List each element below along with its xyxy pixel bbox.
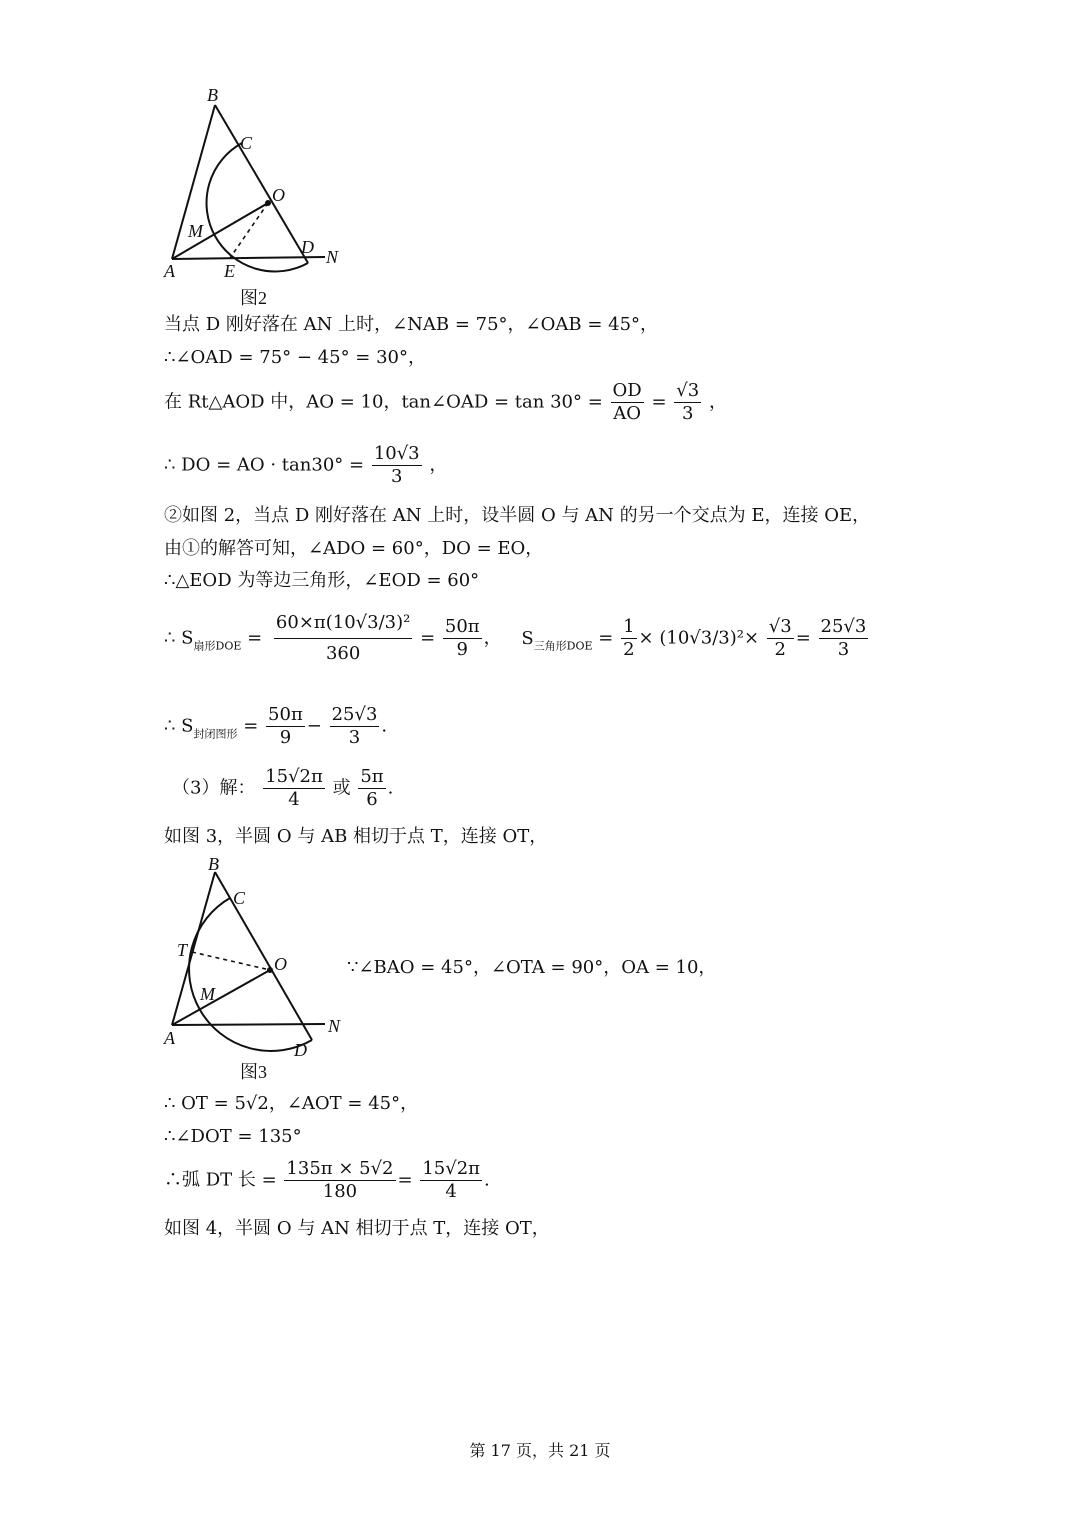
- fraction-5pi-6: $\frac{5\pi}{6}$: [360, 766, 384, 810]
- line-6: 由①的解答可知，∠ADO = 60°，DO = EO，: [164, 538, 544, 559]
- line-8-sector-area: ∴ $S_{扇形DOE}$ = $\frac{\text{60×π(10√3/3)²}}{360}$ = $\frac{50\pi}{9}$ ， $S_{三角形DOE}$ = $\frac{1}{2}$ × (10√3/3)²× $\frac{√3}{2}$ = $\frac{25√3}{3}$: [164, 612, 867, 664]
- fraction-root3-3: $\frac{√3}{3}$: [676, 380, 700, 424]
- figure-3-diagram: [160, 850, 360, 1060]
- fig2-label-e: E: [224, 261, 235, 281]
- fig3-label-t: T: [177, 940, 188, 960]
- line-11: 如图 3，半圆 O 与 AB 相切于点 T，连接 OT，: [164, 826, 548, 847]
- fraction-sector: $\frac{\text{60×π(10√3/3)²}}{360}$: [275, 612, 411, 664]
- fig2-label-c: C: [240, 133, 253, 153]
- fraction-25root3-3: $\frac{25√3}{3}$: [820, 616, 867, 660]
- fig2-label-b: B: [207, 85, 218, 105]
- fig2-label-m: M: [188, 221, 203, 241]
- fig3-label-m: M: [200, 984, 215, 1004]
- line-1: 当点 D 刚好落在 AN 上时，∠NAB = 75°，∠OAB = 45°，: [164, 314, 659, 335]
- line-10-answer-3: （3）解： $\frac{15√2\pi}{4}$ 或 $\frac{5\pi}{6}$ .: [172, 766, 394, 810]
- line-12: ∵∠BAO = 45°，∠OTA = 90°，OA = 10，: [347, 957, 717, 978]
- squared-term: (10√3/3)²: [659, 627, 744, 649]
- fig3-label-a: A: [164, 1028, 175, 1048]
- fraction-arc: $\frac{135\pi \times 5√2}{180}$: [286, 1158, 394, 1202]
- fraction-half: $\frac{1}{2}$: [623, 616, 635, 660]
- line-9-enclosed-area: ∴ $S_{封闭图形}$ = $\frac{50\pi}{9}$ − $\frac{25√3}{3}$ .: [164, 704, 388, 748]
- fraction-od-ao: $\frac{OD}{AO}$: [612, 380, 642, 424]
- line-4: ∴ DO = AO · tan30° = $\frac{10√3}{3}$ ，: [164, 443, 448, 487]
- fig2-label-d: D: [301, 237, 314, 257]
- fig2-label-o: O: [272, 185, 285, 205]
- fig2-label-n: N: [326, 247, 339, 267]
- fraction-root3-2: $\frac{√3}{2}$: [768, 616, 792, 660]
- line-14: ∴∠DOT = 135°: [164, 1126, 302, 1147]
- fig3-label-o: O: [274, 954, 287, 974]
- fig3-label-d: D: [294, 1040, 307, 1060]
- fraction-do: $\frac{10√3}{3}$: [373, 443, 420, 487]
- line-5: ②如图 2，当点 D 刚好落在 AN 上时，设半圆 O 与 AN 的另一个交点为 E，连接 OE，: [164, 505, 871, 526]
- line-16: 如图 4，半圆 O 与 AN 相切于点 T，连接 OT，: [164, 1218, 550, 1239]
- figure-2-caption: 图2: [240, 288, 267, 308]
- line-2: ∴∠OAD = 75° − 45° = 30°，: [164, 347, 427, 368]
- fig2-label-a: A: [164, 261, 175, 281]
- line-3-text: 在 Rt△AOD 中，AO = 10，tan∠OAD = tan 30° =: [164, 391, 603, 413]
- page-footer: 第 17 页，共 21 页: [469, 1441, 611, 1460]
- fraction-50pi-9: $\frac{50\pi}{9}$: [444, 616, 480, 660]
- fraction-25root3-3-b: $\frac{25√3}{3}$: [331, 704, 378, 748]
- line-15-arc-length: ∴弧 DT 长 = $\frac{135\pi \times 5√2}{180}$ = $\frac{15√2\pi}{4}$ .: [164, 1158, 490, 1202]
- fig3-label-n: N: [328, 1016, 341, 1036]
- line-13: ∴ OT = 5√2，∠AOT = 45°，: [164, 1093, 419, 1114]
- fig3-label-c: C: [233, 888, 246, 908]
- figure-3-caption: 图3: [240, 1062, 267, 1082]
- fraction-50pi-9-b: $\frac{50\pi}{9}$: [268, 704, 303, 748]
- figure-2-diagram: [160, 85, 360, 285]
- fraction-arc-result: $\frac{15√2\pi}{4}$: [422, 1158, 480, 1202]
- line-7: ∴△EOD 为等边三角形，∠EOD = 60°: [164, 570, 480, 591]
- line-3: 在 Rt△AOD 中，AO = 10，tan∠OAD = tan 30° = $\frac{OD}{AO}$ = $\frac{√3}{3}$ ，: [164, 380, 727, 424]
- fraction-15root2pi-4: $\frac{15√2\pi}{4}$: [265, 766, 323, 810]
- fig3-label-b: B: [208, 854, 219, 874]
